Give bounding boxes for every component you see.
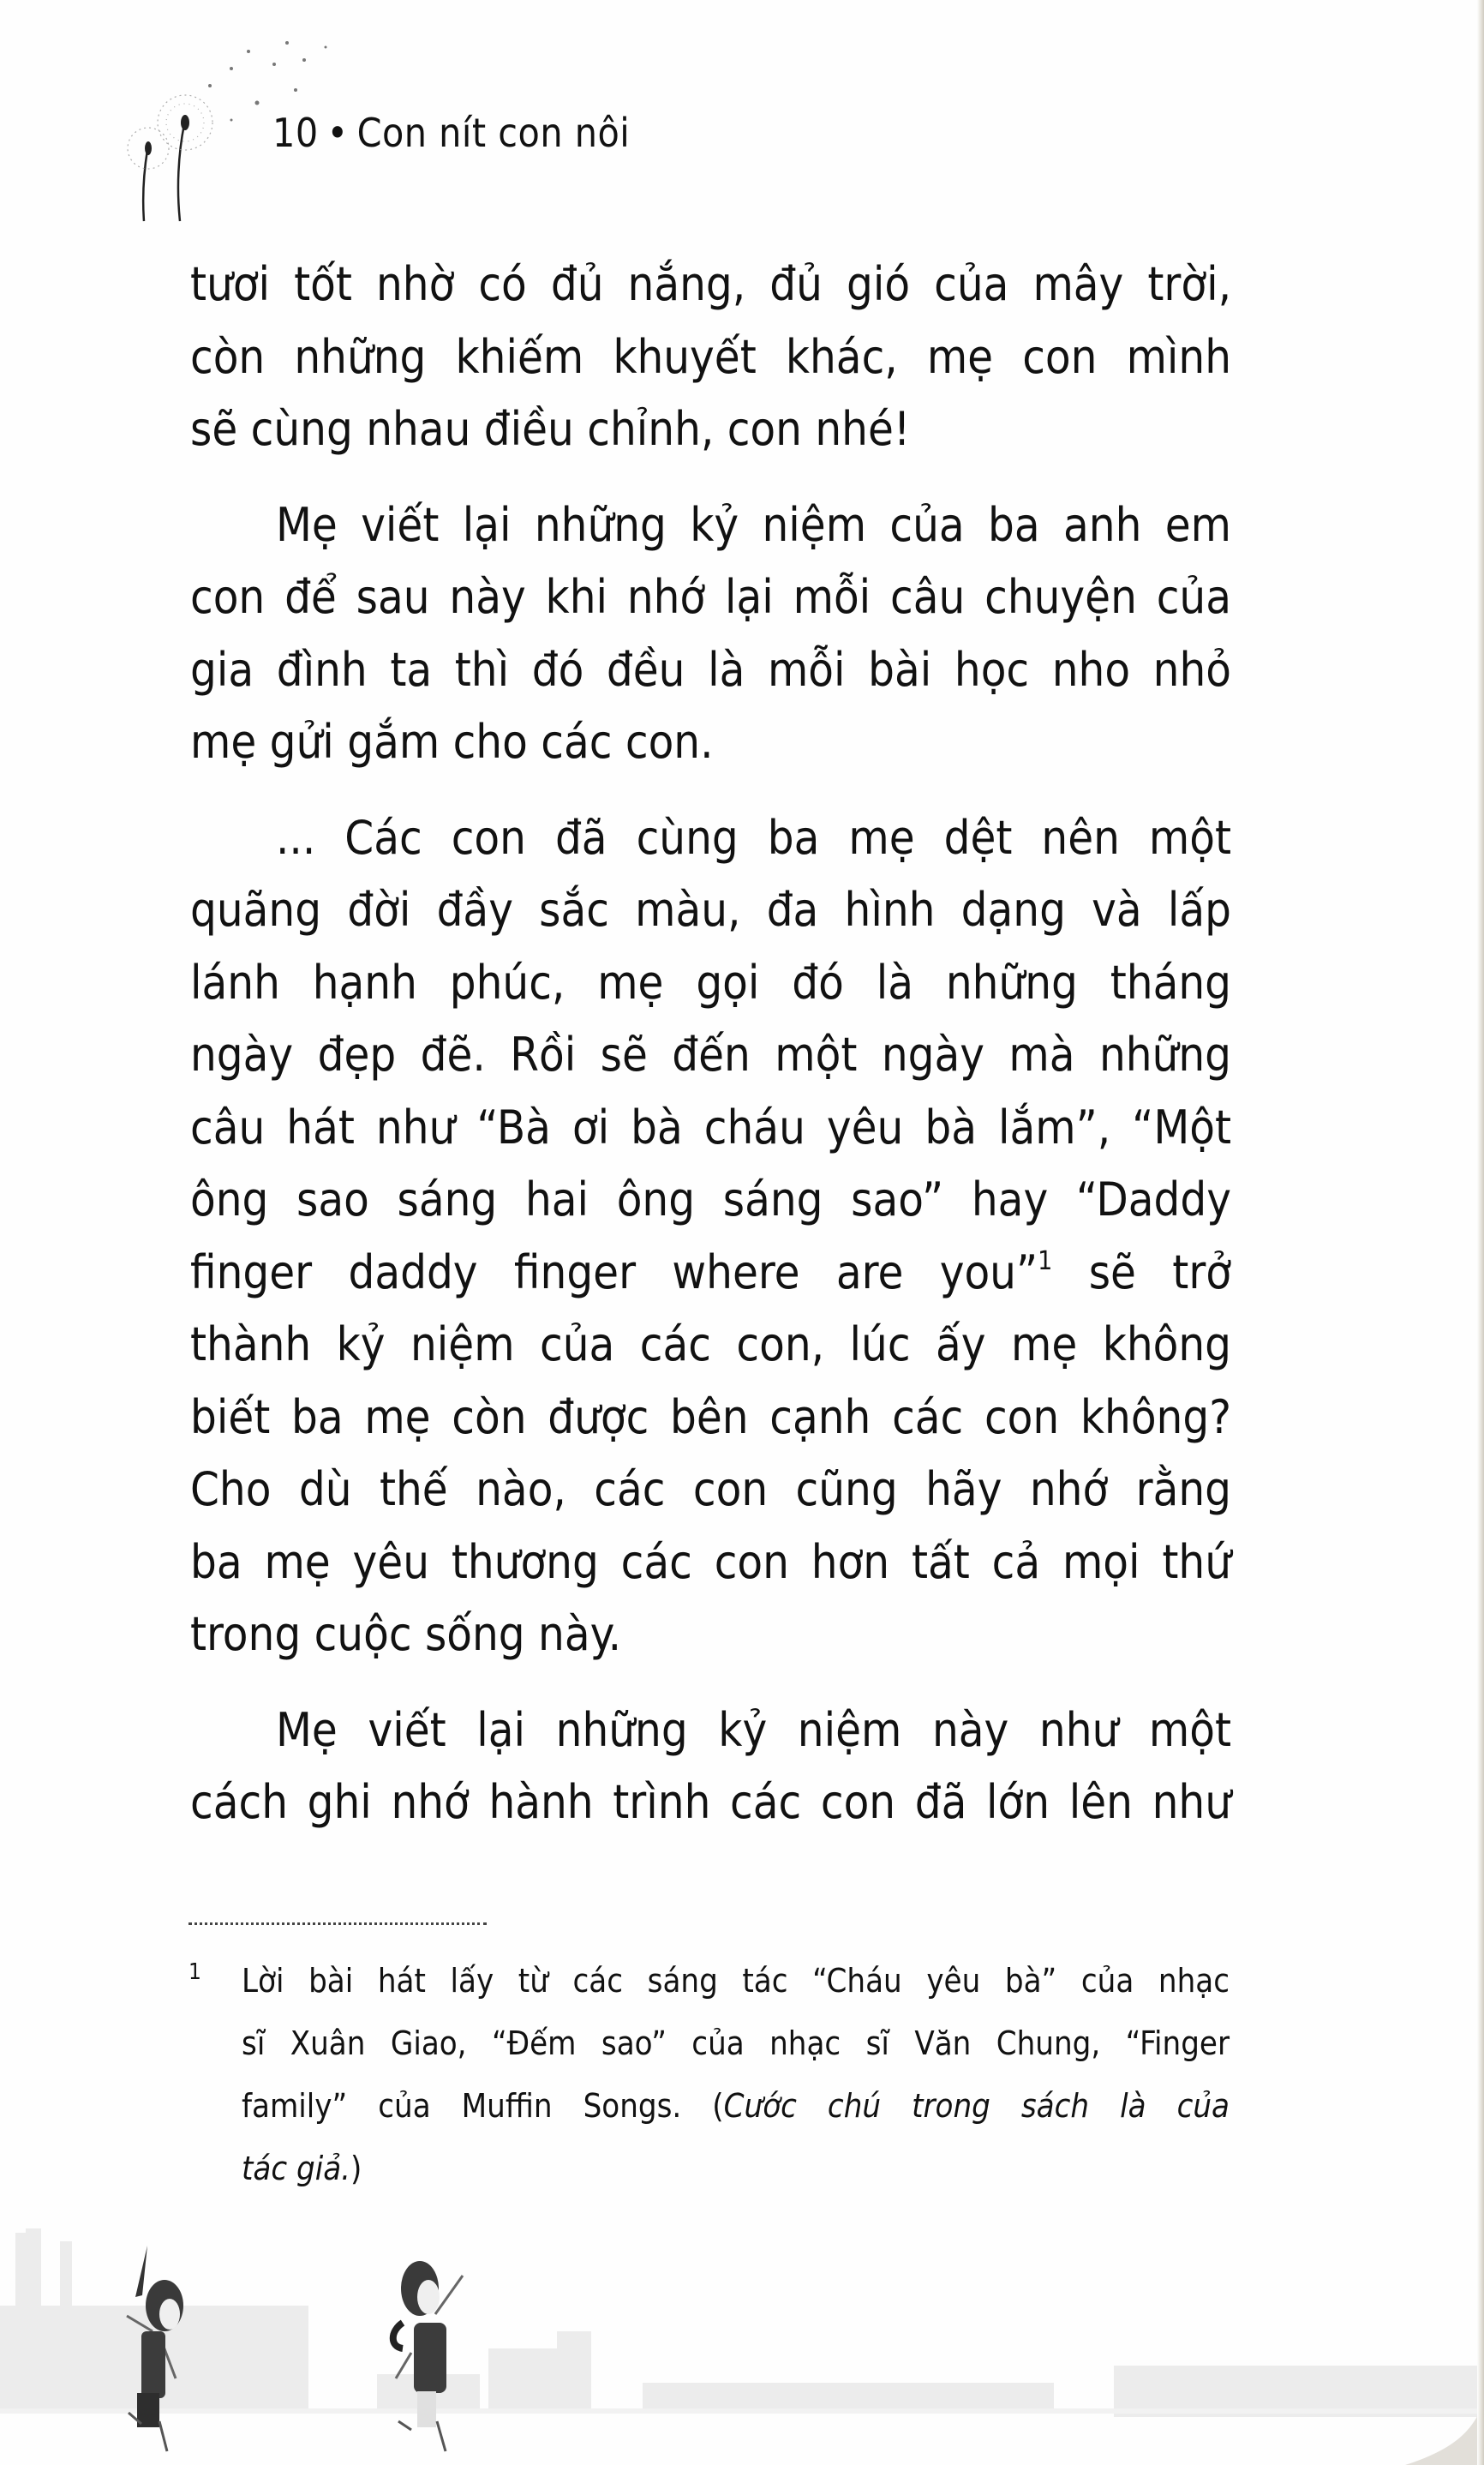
text-line: cách ghi nhớ hành trình các con đã lớn lên như bbox=[190, 1775, 1231, 1829]
text-line: trong cuộc sống này. bbox=[190, 1607, 622, 1661]
children-running-icon bbox=[0, 2194, 1484, 2465]
text-line: quãng đời đầy sắc màu, đa hình dạng và lấp bbox=[190, 883, 1231, 937]
text-line: mẹ gửi gắm cho các con. bbox=[190, 715, 714, 769]
text-line: biết ba mẹ còn được bên cạnh các con không? bbox=[190, 1389, 1231, 1444]
running-header bbox=[272, 110, 630, 156]
body-text bbox=[190, 249, 1231, 1862]
footnote-text bbox=[242, 1950, 1230, 2200]
text-line: thành kỷ niệm của các con, lúc ấy mẹ không bbox=[190, 1317, 1231, 1371]
footnote-line bbox=[242, 2138, 1230, 2200]
text-line bbox=[190, 1237, 1231, 1310]
text-segment: family” của Muffin Songs. ( bbox=[242, 2087, 724, 2125]
footnote-line: Lời bài hát lấy từ các sáng tác “Cháu yêu bà” của nhạc bbox=[242, 1962, 1230, 2000]
page-edge bbox=[1477, 0, 1484, 2465]
footnote-line bbox=[242, 2075, 1230, 2138]
text-line: còn những khiếm khuyết khác, mẹ con mình bbox=[190, 329, 1231, 384]
text-line: lánh hạnh phúc, mẹ gọi đó là những tháng bbox=[190, 955, 1231, 1010]
running-title: Con nít con nôi bbox=[356, 110, 631, 156]
text-line: ... Các con đã cùng ba mẹ dệt nên một bbox=[276, 810, 1231, 865]
paragraph bbox=[190, 489, 1231, 779]
page-number: 10 bbox=[272, 110, 319, 156]
text-line: ông sao sáng hai ông sáng sao” hay “Daddy bbox=[190, 1173, 1231, 1227]
text-line: tươi tốt nhờ có đủ nắng, đủ gió của mây trời, bbox=[190, 257, 1231, 311]
paragraph bbox=[190, 249, 1231, 466]
text-line: Mẹ viết lại những kỷ niệm của ba anh em bbox=[276, 497, 1231, 552]
footnote-reference[interactable]: 1 bbox=[1038, 1245, 1053, 1276]
text-line: câu hát như “Bà ơi bà cháu yêu bà lắm”, “Một bbox=[190, 1100, 1231, 1155]
text-segment: ) bbox=[350, 2150, 362, 2187]
text-line: Mẹ viết lại những kỷ niệm này như một bbox=[276, 1702, 1231, 1757]
footnote-marker: 1 bbox=[188, 1959, 201, 1985]
text-segment: finger daddy finger where are you” bbox=[190, 1244, 1038, 1299]
text-segment: sẽ trở bbox=[1052, 1244, 1231, 1299]
footnote-italic: Cước chú trong sách là của bbox=[723, 2087, 1230, 2125]
text-line: ngày đẹp đẽ. Rồi sẽ đến một ngày mà những bbox=[190, 1028, 1231, 1082]
paragraph bbox=[190, 1694, 1231, 1839]
text-line: gia đình ta thì đó đều là mỗi bài học nho nhỏ bbox=[190, 642, 1231, 697]
header-separator: • bbox=[326, 110, 349, 156]
footnote-line: sĩ Xuân Giao, “Đếm sao” của nhạc sĩ Văn Chung, “Finger bbox=[242, 2024, 1230, 2062]
footnote-italic: tác giả. bbox=[242, 2150, 351, 2187]
text-line: Cho dù thế nào, các con cũng hãy nhớ rằng bbox=[190, 1462, 1231, 1516]
footnote-separator bbox=[188, 1922, 487, 1925]
text-line: con để sau này khi nhớ lại mỗi câu chuyện của bbox=[190, 570, 1231, 624]
text-line: ba mẹ yêu thương các con hơn tất cả mọi thứ bbox=[190, 1534, 1231, 1589]
text-line: sẽ cùng nhau điều chỉnh, con nhé! bbox=[190, 402, 911, 456]
paragraph bbox=[190, 802, 1231, 1671]
footnote bbox=[188, 1950, 1230, 2200]
